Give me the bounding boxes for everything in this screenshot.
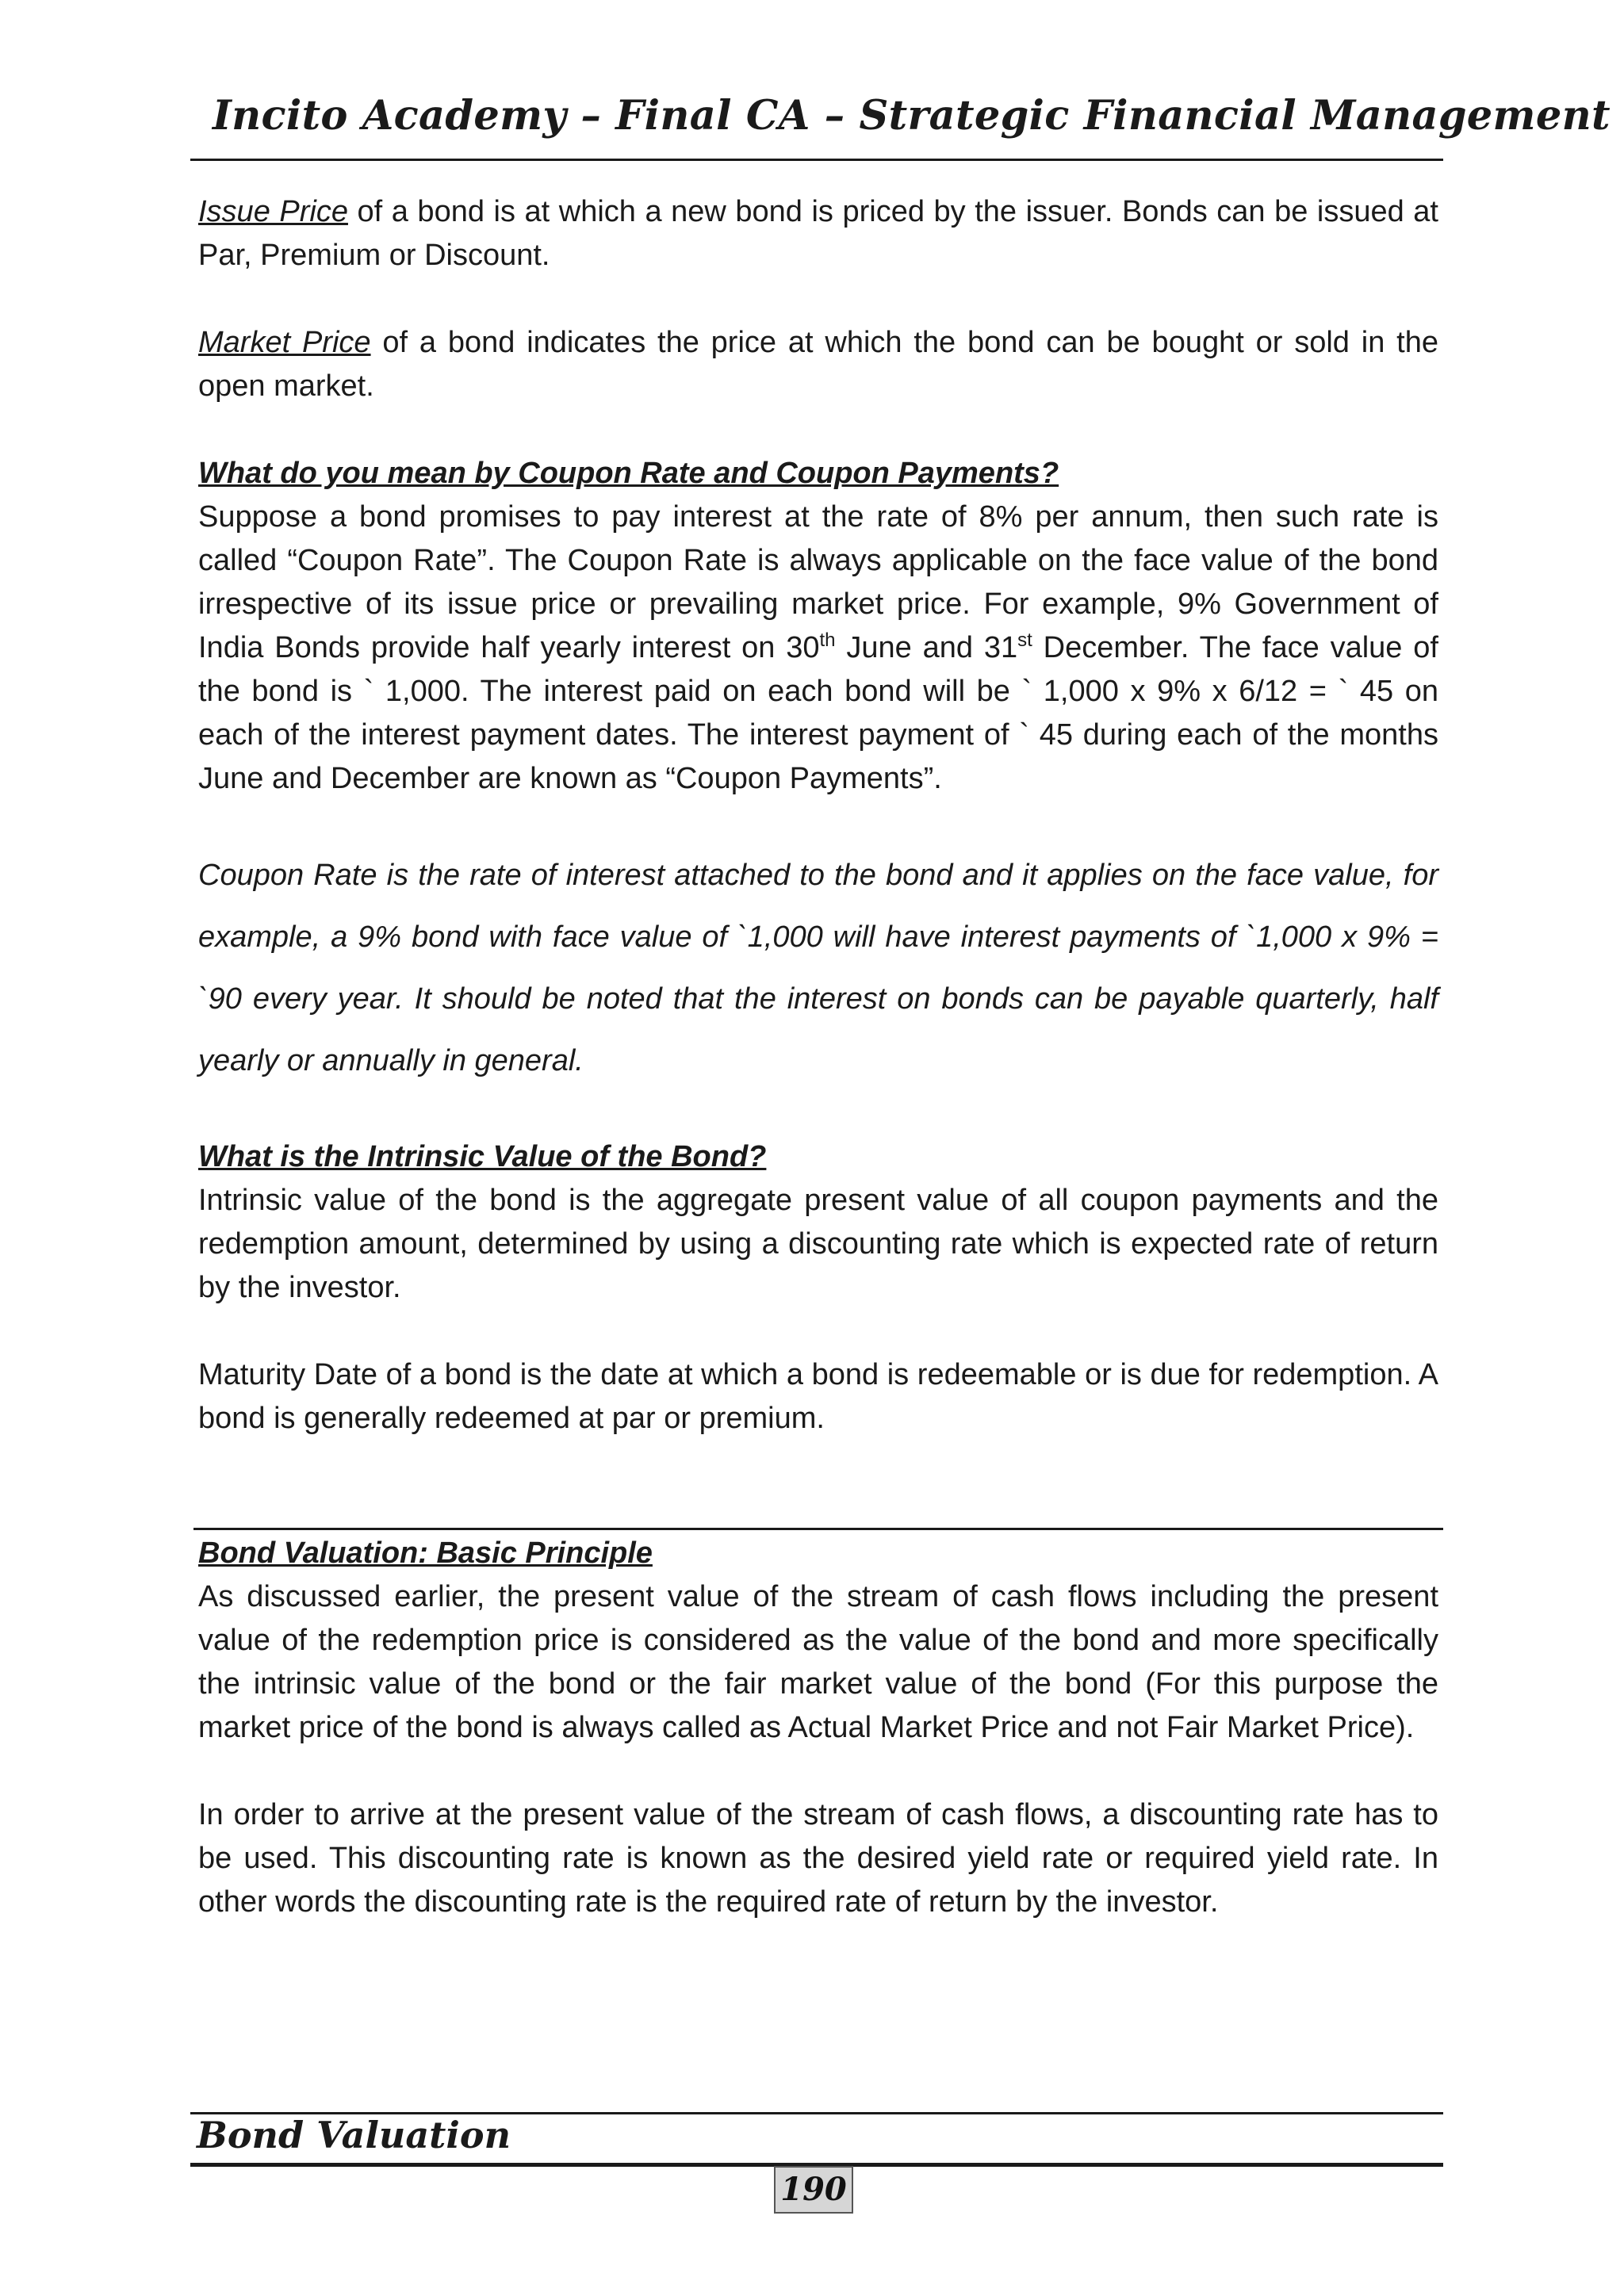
valuation-paragraph-2: In order to arrive at the present value of the stream of cash flows, a discounting rate has to be used. This discounting rate is known as the desired yield rate or required yield rate. In other words the discounting rate is the required rate of return by the investor. bbox=[198, 1798, 1438, 1919]
page-content bbox=[198, 190, 1438, 1924]
superscript-st: st bbox=[1017, 629, 1032, 651]
page-number: 190 bbox=[774, 2166, 853, 2214]
coupon-heading: What do you mean by Coupon Rate and Coupon Payments? bbox=[198, 457, 1059, 490]
market-price-term: Market Price bbox=[198, 326, 371, 359]
issue-price-term: Issue Price bbox=[198, 195, 348, 228]
superscript-th: th bbox=[819, 629, 836, 651]
coupon-text-a: Suppose a bond promises to pay interest at the rate of 8% per annum, then such rate is called “Coupon Rate”. The Coupon Rate is always applicable on the face value of the bond irrespective of its issue price or prevailing market price. For example, 9% Government of India Bonds provide half yearly interest on 30 bbox=[198, 500, 1438, 664]
intrinsic-heading: What is the Intrinsic Value of the Bond? bbox=[198, 1140, 767, 1173]
coupon-rate-note: Coupon Rate is the rate of interest attached to the bond and it applies on the face value, for example, a 9% bond with face value of `1,000 will have interest payments of `1,000 x 9% = `90 every year. It should be noted that the interest on bonds can be payable quarterly, half yearly or annually in general. bbox=[198, 859, 1438, 1077]
coupon-text-c: December. The face value of the bond is ` 1,000. The interest paid on each bond will be ` 1,000 x 9% x 6/12 = ` 45 on each of the interest payment dates. The interest payment of ` 45 during each of the months June and December are known as “Coupon Payments”. bbox=[198, 631, 1438, 795]
intrinsic-paragraph: Intrinsic value of the bond is the aggregate present value of all coupon payments and the redemption amount, determined by using a discounting rate which is expected rate of return by the investor. bbox=[198, 1184, 1438, 1304]
coupon-paragraph bbox=[198, 496, 1438, 801]
page-header bbox=[190, 89, 1611, 161]
market-price-text: of a bond indicates the price at which the bond can be bought or sold in the open market. bbox=[198, 326, 1438, 403]
market-price-paragraph bbox=[198, 321, 1438, 408]
header-title: Incito Academy – Final CA – Strategic Financial Management bbox=[213, 92, 1611, 140]
coupon-text-b: June and 31 bbox=[835, 631, 1018, 664]
issue-price-text: of a bond is at which a new bond is priced by the issuer. Bonds can be issued at Par, Premium or Discount. bbox=[198, 195, 1438, 272]
footer-chapter-title: Bond Valuation bbox=[197, 2114, 511, 2156]
valuation-paragraph-1: As discussed earlier, the present value of the stream of cash flows including the present value of the redemption price is considered as the value of the bond and more specifically the intrinsic value of the bond or the fair market value of the bond (For this purpose the market price of the bond is always called as Actual Market Price and not Fair Market Price). bbox=[198, 1580, 1438, 1744]
maturity-paragraph: Maturity Date of a bond is the date at which a bond is redeemable or is due for redemption. A bond is generally redeemed at par or premium. bbox=[198, 1358, 1438, 1435]
section-divider bbox=[193, 1528, 1443, 1530]
issue-price-paragraph bbox=[198, 190, 1438, 277]
valuation-heading: Bond Valuation: Basic Principle bbox=[198, 1536, 653, 1570]
